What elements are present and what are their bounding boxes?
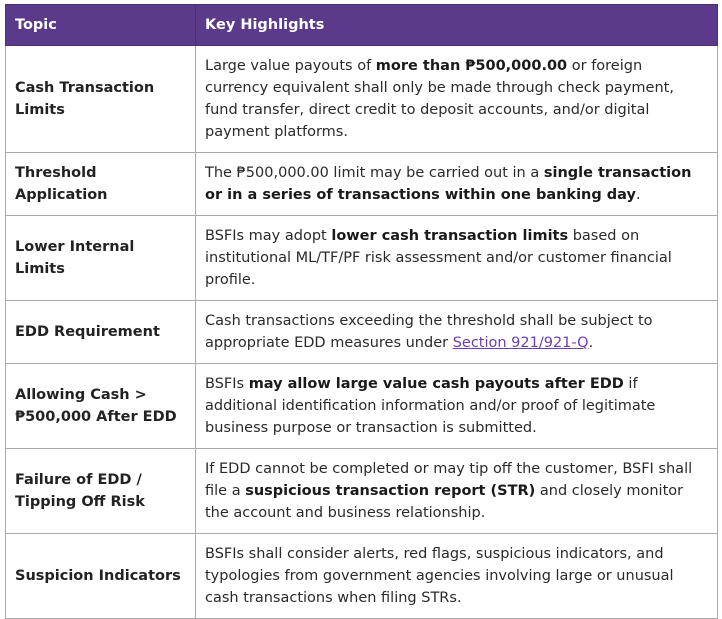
table-row <box>6 46 718 153</box>
row-highlight <box>196 449 718 534</box>
highlight-bold-text: may allow large value cash payouts after EDD <box>248 376 624 392</box>
highlight-text: or foreign currency equivalent shall only be made through check payment, fund transfer, direct credit to deposit accounts, and/or digital payment platforms. <box>205 58 674 140</box>
table-row <box>6 534 718 619</box>
highlight-bold-text: lower cash transaction limits <box>331 228 569 244</box>
highlight-text: BSFIs shall consider alerts, red flags, suspicious indicators, and typologies from government agencies involving large or unusual cash transactions when filing STRs. <box>205 546 674 606</box>
row-topic: EDD Requirement <box>6 301 196 364</box>
row-topic: Cash Transaction Limits <box>6 46 196 153</box>
row-topic: Threshold Application <box>6 153 196 216</box>
highlight-text: if additional identification information and/or proof of legitimate business purpose or transaction is submitted. <box>205 376 656 436</box>
highlight-bold-text: suspicious transaction report (STR) <box>245 483 536 499</box>
highlight-text: . <box>588 335 594 351</box>
row-topic: Lower Internal Limits <box>6 216 196 301</box>
header-topic: Topic <box>6 5 196 46</box>
table-row <box>6 153 718 216</box>
row-topic: Allowing Cash > ₱500,000 After EDD <box>6 364 196 449</box>
row-highlight <box>196 364 718 449</box>
row-highlight <box>196 46 718 153</box>
highlight-text: BSFIs <box>205 376 249 392</box>
section-reference-link[interactable]: Section 921/921-Q <box>452 335 589 351</box>
key-highlights-table <box>5 4 718 619</box>
table-row <box>6 449 718 534</box>
highlight-text: Large value payouts of <box>205 58 376 74</box>
highlight-bold-text: single transaction or in a series of transactions within one banking day <box>205 165 692 203</box>
table-row <box>6 364 718 449</box>
highlight-bold-text: more than ₱500,000.00 <box>375 58 568 74</box>
table-header-row <box>6 5 718 46</box>
header-key-highlights: Key Highlights <box>196 5 718 46</box>
table-row <box>6 216 718 301</box>
highlight-text: based on institutional ML/TF/PF risk assessment and/or customer financial profile. <box>205 228 672 288</box>
row-highlight <box>196 153 718 216</box>
highlight-text: The ₱500,000.00 limit may be carried out in a <box>205 165 544 181</box>
row-topic: Failure of EDD / Tipping Off Risk <box>6 449 196 534</box>
row-highlight <box>196 301 718 364</box>
row-highlight <box>196 216 718 301</box>
highlight-text: Cash transactions exceeding the threshold shall be subject to appropriate EDD measures under <box>205 313 653 351</box>
highlight-text: . <box>635 187 641 203</box>
highlight-text: BSFIs may adopt <box>205 228 332 244</box>
highlight-text: and closely monitor the account and business relationship. <box>205 483 684 521</box>
key-highlights-table-container <box>5 4 717 619</box>
highlight-text: If EDD cannot be completed or may tip off the customer, BSFI shall file a <box>205 461 693 499</box>
row-highlight <box>196 534 718 619</box>
row-topic: Suspicion Indicators <box>6 534 196 619</box>
table-body <box>6 46 718 619</box>
table-row <box>6 301 718 364</box>
